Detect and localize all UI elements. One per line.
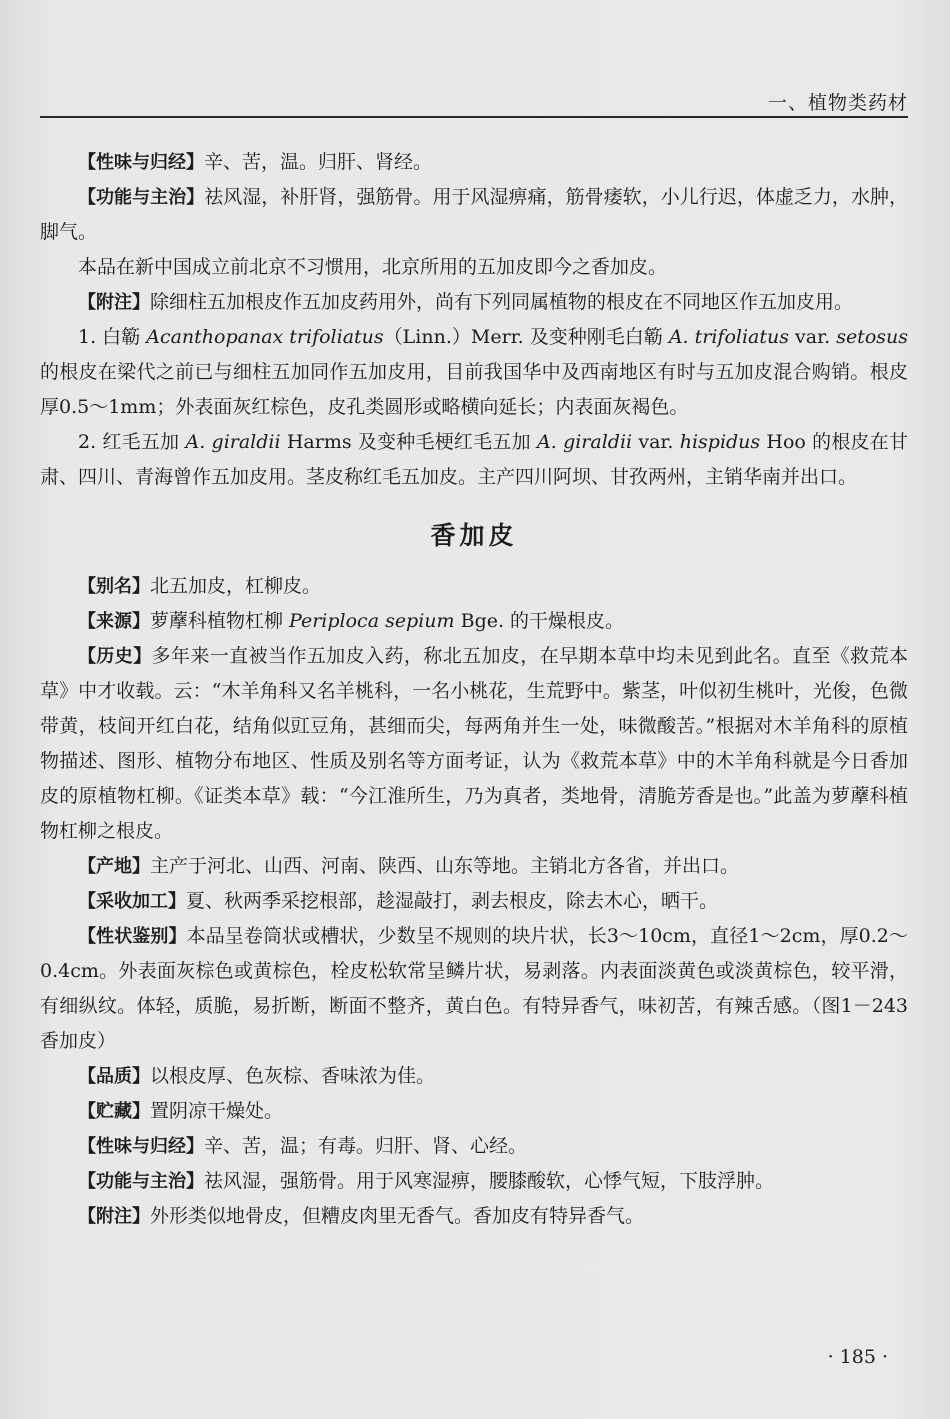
section-tag: 【品质】 xyxy=(78,1066,150,1087)
paragraph-text: 多年来一直被当作五加皮入药，称北五加皮，在早期本草中均未见到此名。直至《救荒本草》中才收载。云：“木羊角科又名羊桃科，一名小桃花，生荒野中。紫茎，叶似初生桃叶，光俊，色微带黄，枝间开红白花，结角似豇豆角，甚细而尖，每两角并生一处，味微酸苦。”根据对木羊角科的原植物描述、图形、植物分布地区、性质及别名等方面考证，认为《救荒本草》中的木羊角科就是今日香加皮的原植物杠柳。《证类本草》载：“今江淮所生，乃为真者，类地骨，清脆芳香是也。”此盖为萝藦科植物杠柳之根皮。 xyxy=(40,645,908,842)
section-tag: 【贮藏】 xyxy=(78,1101,150,1122)
page-content xyxy=(40,145,908,1234)
paragraph-text: 北五加皮，杠柳皮。 xyxy=(150,575,322,597)
paragraph-text: 置阴凉干燥处。 xyxy=(150,1100,284,1122)
section-tag: 【来源】 xyxy=(78,611,150,632)
note-text: Harms 及变种毛梗红毛五加 xyxy=(280,431,538,453)
paragraph-text: 祛风湿，补肝肾，强筋骨。用于风湿痹痛，筋骨痿软，小儿行迟，体虚乏力，水肿，脚气。 xyxy=(40,186,908,243)
paragraph-text: 夏、秋两季采挖根部，趁湿敲打，剥去根皮，除去木心，晒干。 xyxy=(186,890,719,912)
note-text: （Linn.）Merr. 及变种刚毛白簕 xyxy=(383,326,669,348)
paragraph-text: 主产于河北、山西、河南、陕西、山东等地。主销北方各省，并出口。 xyxy=(150,855,740,877)
latin-name: Acanthopanax trifoliatus xyxy=(146,326,384,348)
paragraph-source xyxy=(40,604,908,639)
paragraph-nature-meridian-2 xyxy=(40,1129,908,1164)
latin-name: A. giraldii xyxy=(537,431,633,453)
numbered-note-2 xyxy=(40,425,908,495)
paragraph-history xyxy=(40,639,908,849)
paragraph-identification xyxy=(40,919,908,1059)
latin-name: setosus xyxy=(836,326,908,348)
section-tag: 【历史】 xyxy=(78,646,152,667)
paragraph-function-indication-2 xyxy=(40,1164,908,1199)
section-tag: 【性味与归经】 xyxy=(78,1136,204,1157)
section-tag: 【产地】 xyxy=(78,856,150,877)
section-tag: 【附注】 xyxy=(78,292,150,313)
numbered-note-1 xyxy=(40,320,908,425)
paragraph-text: 本品呈卷筒状或槽状，少数呈不规则的块片状，长3～10cm，直径1～2cm，厚0.2～0.4cm。外表面灰棕色或黄棕色，栓皮松软常呈鳞片状，易剥落。内表面淡黄色或淡黄棕色，较平滑，有细纵纹。体轻，质脆，易折断，断面不整齐，黄白色。有特异香气，味初苦，有辣舌感。（图1－243 香加皮） xyxy=(40,925,908,1052)
latin-name: A. giraldii xyxy=(185,431,281,453)
paragraph-appendix-2 xyxy=(40,1199,908,1234)
paragraph-text: 外形类似地骨皮，但糟皮肉里无香气。香加皮有特异香气。 xyxy=(150,1205,645,1227)
paragraph-text: 以根皮厚、色灰棕、香味浓为佳。 xyxy=(150,1065,436,1087)
paragraph-harvest xyxy=(40,884,908,919)
paragraph-appendix xyxy=(40,285,908,320)
note-text: var. xyxy=(632,431,680,453)
paragraph-origin xyxy=(40,849,908,884)
latin-name: hispidus xyxy=(679,431,761,453)
page-number: · 185 · xyxy=(827,1346,888,1368)
header-title: 一、植物类药材 xyxy=(767,92,908,114)
section-tag: 【功能与主治】 xyxy=(78,187,205,208)
note-text: var. xyxy=(789,326,837,348)
section-tag: 【采收加工】 xyxy=(78,891,186,912)
section-tag: 【性状鉴别】 xyxy=(78,926,187,947)
latin-name: Periploca sepium xyxy=(289,610,455,632)
entry-title: 香加皮 xyxy=(430,521,518,550)
paragraph-function-indication xyxy=(40,180,908,250)
section-tag: 【附注】 xyxy=(78,1206,150,1227)
paragraph-nature-meridian xyxy=(40,145,908,180)
section-tag: 【别名】 xyxy=(78,576,150,597)
paragraph-text: Bge. 的干燥根皮。 xyxy=(454,610,625,632)
paragraph-text: 祛风湿，强筋骨。用于风寒湿痹，腰膝酸软，心悸气短，下肢浮肿。 xyxy=(204,1170,775,1192)
paragraph-text: 辛、苦，温；有毒。归肝、肾、心经。 xyxy=(204,1135,528,1157)
section-tag: 【功能与主治】 xyxy=(78,1171,204,1192)
paragraph-text: 除细柱五加根皮作五加皮药用外，尚有下列同属植物的根皮在不同地区作五加皮用。 xyxy=(150,291,854,313)
paragraph-storage xyxy=(40,1094,908,1129)
note-text: 2. 红毛五加 xyxy=(78,431,186,453)
running-header xyxy=(40,86,908,118)
latin-name: A. trifoliatus xyxy=(668,326,789,348)
section-tag: 【性味与归经】 xyxy=(78,152,204,173)
paragraph-text: 本品在新中国成立前北京不习惯用，北京所用的五加皮即今之香加皮。 xyxy=(78,256,668,278)
paragraph-alias xyxy=(40,569,908,604)
note-text: 1. 白簕 xyxy=(78,326,147,348)
paragraph-text: 辛、苦，温。归肝、肾经。 xyxy=(204,151,433,173)
note-text: Hoo 的根皮在甘肃、四川、青海曾作五加皮用。茎皮称红毛五加皮。主产四川阿坝、甘孜两州，主销华南并出口。 xyxy=(40,431,908,488)
paragraph-text: 萝藦科植物杠柳 xyxy=(150,610,290,632)
paragraph-quality xyxy=(40,1059,908,1094)
paragraph-beijing-note xyxy=(40,250,908,285)
note-text: 的根皮在梁代之前已与细柱五加同作五加皮用，目前我国华中及西南地区有时与五加皮混合购销。根皮厚0.5～1mm；外表面灰红棕色，皮孔类圆形或略横向延长；内表面灰褐色。 xyxy=(40,361,908,418)
